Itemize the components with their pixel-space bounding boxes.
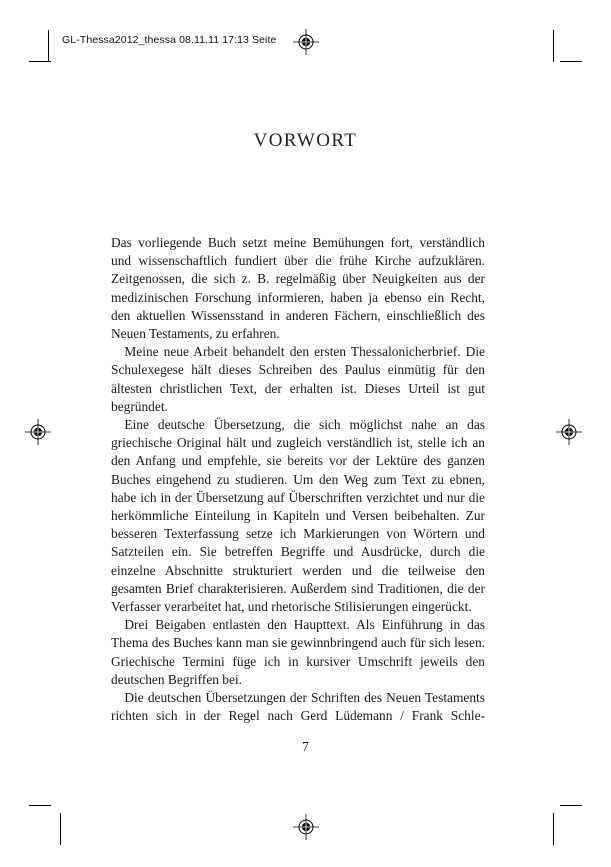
registration-mark-icon bbox=[25, 419, 51, 445]
body-text bbox=[111, 234, 485, 725]
page-number: 7 bbox=[302, 739, 309, 754]
page-title: VORWORT bbox=[253, 130, 358, 151]
paragraph: Meine neue Arbeit behandelt den ersten Thessalonicherbrief. Die Schulexegese hält dieses Schreiben des Paulus einmütig für den ältesten christlichen Text, der erhalten ist. Dieses Urteil ist gut begründet. bbox=[111, 344, 485, 414]
registration-mark-icon bbox=[293, 814, 319, 840]
slug-line: GL-Thessa2012_thessa 08.11.11 17:13 Seite bbox=[62, 34, 277, 46]
paragraph: Das vorliegende Buch setzt meine Bemühungen fort, verständlich und wissenschaftlich fundiert über die frühe Kirche aufzuklären. Zeitgenossen, die sich z. B. regelmäßig über Neuigkeiten aus der medizinischen Forschung informieren, haben ja ebenso ein Recht, den aktuellen Wissensstand in anderen Fächern, einschließlich des Neuen Testaments, zu erfahren. bbox=[111, 235, 485, 342]
registration-mark-icon bbox=[293, 29, 319, 55]
paragraph: Drei Beigaben entlasten den Haupttext. Als Einführung in das Thema des Buches kann man sie gewinnbringend auch für sich lesen. Griechische Termini füge ich in kursiver Umschrift jeweils den deutschen Begriffen bei. bbox=[111, 617, 485, 687]
paragraph: Die deutschen Übersetzungen der Schriften des Neuen Testaments richten sich in der Regel nach Gerd Lüdemann / Frank Schle- bbox=[111, 690, 485, 724]
registration-mark-icon bbox=[556, 419, 582, 445]
paragraph: Eine deutsche Übersetzung, die sich möglichst nahe an das griechische Original hält und zugleich verständlich ist, stelle ich an den Anfang und empfehle, sie bereits vor der Lektüre des ganzen Buches eingehend zu studieren. Um den Weg zum Text zu ebnen, habe ich in der Übersetzung auf Überschriften verzichtet und nur die herkömmliche Einteilung in Kapiteln und Versen beibehalten. Zur besseren Texterfassung setze ich Markierungen von Wörtern und Satzteilen ein. Sie betreffen Begriffe und Ausdrücke, durch die einzelne Abschnitte strukturiert werden und die teilweise den gesamten Brief charakterisieren. Außerdem sind Traditionen, die der Verfasser verarbeitet hat, und rhetorische Stilisierungen eingerückt. bbox=[111, 417, 485, 615]
